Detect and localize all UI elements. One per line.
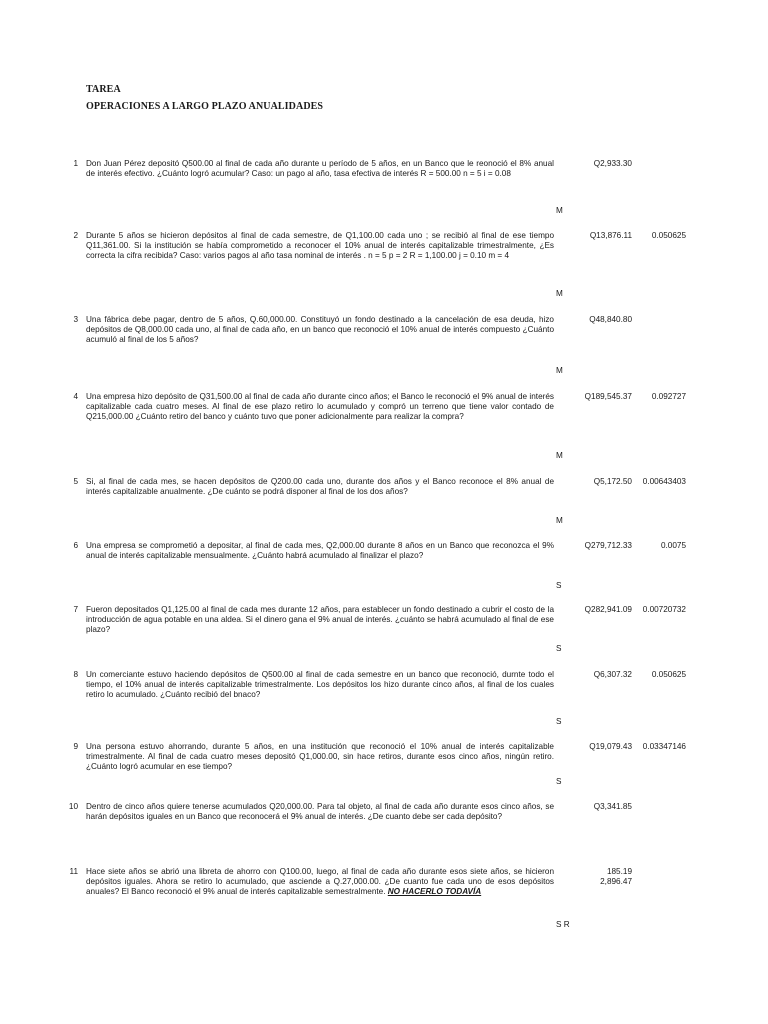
problem-text: Una empresa se comprometió a depositar, al final de cada mes, Q2,000.00 durante 8 años en un Banco que reconozca el 9% anual de interés capitalizable mensualmente. ¿Cuánto habrá acumulado al finalizar el plazo? [86, 541, 554, 561]
problem-answer: Q2,933.30 [593, 159, 632, 168]
problem-rate: 0.050625 [651, 231, 686, 240]
problem-answer: Q189,545.37 [584, 392, 632, 401]
problem-text: Si, al final de cada mes, se hacen depósitos de Q200.00 cada uno, durante dos años y el Banco reconoce el 8% anual de interés capitalizable anualmente. ¿De cuánto se podrá disponer al final de los dos años? [86, 477, 554, 497]
problem-rate: 0.0075 [660, 541, 686, 550]
problem-rate: 0.00720732 [642, 605, 686, 614]
problem-answer: Q5,172.50 [593, 477, 632, 486]
problem-answer: Q13,876.11 [589, 231, 632, 240]
problem-emphasis-note: NO HACERLO TODAVÍA [387, 887, 482, 897]
problem-number: 6 [73, 541, 78, 550]
problem-text: Una fábrica debe pagar, dentro de 5 años, Q.60,000.00. Constituyó un fondo destinado a la cancelación de esa deuda, hizo depósitos de Q8,000.00 cada uno, al final de cada año, en un banco que reconoció el 10% anual de interés compuesto ¿Cuánto acumuló al final de los 5 años? [86, 315, 554, 345]
problem-number: 5 [73, 477, 78, 486]
problem-text: Fueron depositados Q1,125.00 al final de cada mes durante 12 años, para establecer un fondo destinado a cubrir el costo de la introducción de agua potable en una aldea. Si el dinero gana el 9% anual de interés. ¿cuánto se habrá acumulado al final de ese plazo? [86, 605, 554, 635]
document-title: TAREA [86, 84, 121, 95]
problem-number: 10 [68, 802, 78, 811]
problem-number: 9 [73, 742, 78, 751]
problem-answer: 185.19 [606, 867, 632, 876]
problem-text: Una empresa hizo depósito de Q31,500.00 al final de cada año durante cinco años; el Banco le reconoció el 9% anual de interés capitalizable cada cuatro meses. Al final de ese plazo retiro lo acumulado y compró un terreno que tiene valor contado de Q215,000.00 ¿Cuánto retiro del banco y cuánto tuvo que poner adicionalmente para realizar la compra? [86, 392, 554, 422]
problem-rate: 0.00643403 [642, 477, 686, 486]
problem-text: Un comerciante estuvo haciendo depósitos de Q500.00 al final de cada semestre en un banco que reconoció, durnte todo el tiempo, el 10% anual de interés capitalizable trimestralmente. Los depósitos los hizo durante cinco años, al final de los cuales retiro lo acumulado. ¿Cuánto recibió del bnaco? [86, 670, 554, 700]
problem-answer: Q279,712.33 [584, 541, 632, 550]
problem-text [86, 867, 554, 898]
problem-number: 3 [73, 315, 78, 324]
problem-tag: S R [556, 920, 570, 929]
problem-tag: M [556, 451, 563, 460]
problem-answer: Q3,341.85 [593, 802, 632, 811]
problem-tag: S [556, 581, 562, 590]
problem-number: 11 [69, 867, 78, 876]
problem-number: 8 [73, 670, 78, 679]
problem-rate: 0.092727 [651, 392, 686, 401]
problem-tag: M [556, 206, 563, 215]
problem-tag: S [556, 644, 562, 653]
problem-answer-secondary: 2,896.47 [600, 877, 632, 886]
problem-body: Hace siete años se abrió una libreta de ahorro con Q100.00, luego, al final de cada año durante esos siete años, se hicieron depósitos iguales. Ahora se retiro lo acumulado, que asciende a Q.27,000.00. ¿De cuanto fue cada uno de esos depósitos anuales? El Banco reconoció el 9% anual de interés capitalizable semestralmente. [86, 867, 554, 897]
document-subtitle: OPERACIONES A LARGO PLAZO ANUALIDADES [86, 101, 324, 112]
problem-text: Una persona estuvo ahorrando, durante 5 años, en una institución que reconoció el 10% anual de interés capitalizable trimestralmente. Al final de cada cuatro meses depositó Q1,000.00, sin hace retiros, durante esos cinco años, ningún retiro. ¿Cuánto logró acumular en ese tiempo? [86, 742, 554, 772]
problem-tag: S [556, 717, 562, 726]
problem-answer: Q19,079.43 [589, 742, 632, 751]
problem-number: 4 [73, 392, 78, 401]
problem-number: 2 [73, 231, 78, 240]
problem-number: 1 [73, 159, 78, 168]
problem-text: Durante 5 años se hicieron depósitos al final de cada semestre, de Q1,100.00 cada uno ; se recibió al final de ese tiempo Q11,361.00. Si la institución se había comprometido a reconocer el 10% anual de interés capitalizable trimestralmente, ¿Es correcta la cifra recibida? Caso: varios pagos al año tasa nominal de interés . n = 5 p = 2 R = 1,100.00 j = 0.10 m = 4 [86, 231, 554, 261]
problem-tag: M [556, 366, 563, 375]
problem-tag: M [556, 516, 563, 525]
problem-tag: M [556, 289, 563, 298]
problem-answer: Q282,941.09 [584, 605, 632, 614]
problem-tag: S [556, 777, 562, 786]
problem-answer: Q6,307.32 [593, 670, 632, 679]
problem-text: Don Juan Pérez depositó Q500.00 al final de cada año durante u período de 5 años, en un Banco que le reonoció el 8% anual de interés efectivo. ¿Cuánto logró acumular? Caso: un pago al año, tasa efectiva de interés R = 500.00 n = 5 i = 0.08 [86, 159, 554, 179]
problem-rate: 0.03347146 [642, 742, 686, 751]
problem-answer: Q48,840.80 [589, 315, 632, 324]
problem-rate: 0.050625 [651, 670, 686, 679]
problem-text: Dentro de cinco años quiere tenerse acumulados Q20,000.00. Para tal objeto, al final de cada año durante esos cinco años, se harán depósitos iguales en un Banco que reconocerá el 9% anual de interés. ¿De cuanto debe ser cada depósito? [86, 802, 554, 822]
problem-number: 7 [73, 605, 78, 614]
